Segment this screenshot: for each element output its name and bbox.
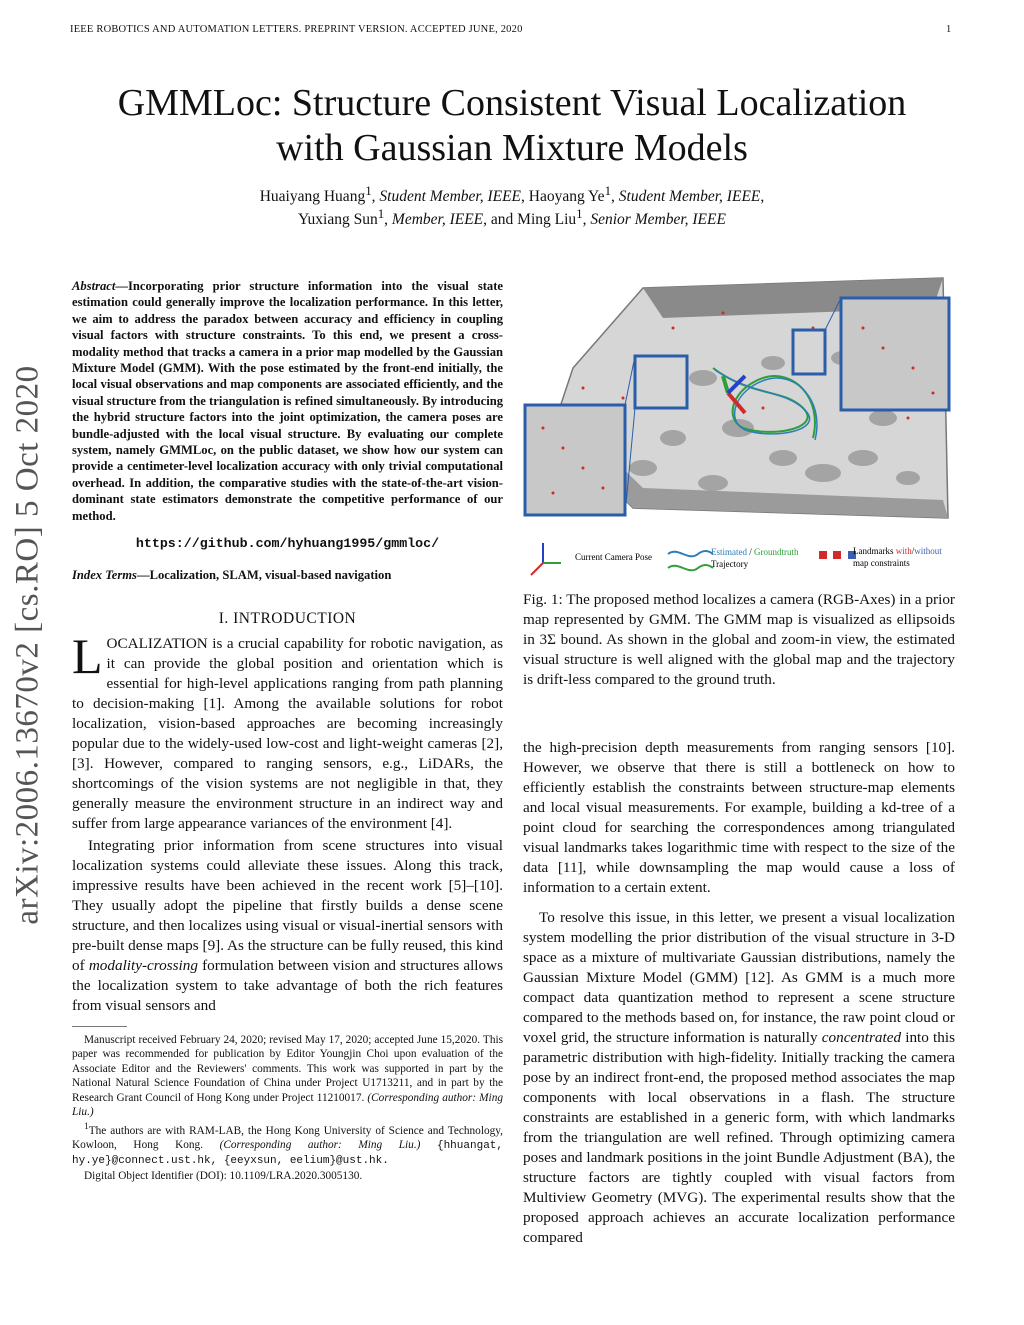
author-emails: {hhuangat, hy.ye}@connect.ust.hk, {eeyxsun, eelium}@ust.hk. [72, 1139, 503, 1168]
legend-estimated-line [668, 551, 713, 556]
legend-trajectory-word: Trajectory [711, 559, 749, 569]
arxiv-stamp-text: arXiv:2006.13670v2 [cs.RO] 5 Oct 2020 [9, 365, 46, 925]
code-url[interactable]: https://github.com/hyhuang1995/gmmloc/ [135, 536, 440, 552]
author-role: Student Member, IEEE [379, 188, 522, 206]
abstract-text: —Incorporating prior structure information into the visual state estimation could generally improve the localization performance. In this letter, we aim to address the paradox between accuracy and efficiency in coupling visual factors with structure constraints. To this end, we present a cross-modality method that tracks a camera in a prior map modelled by the Gaussian Mixture Model (GMM). With the pose estimated by the front-end initially, the local visual observations and map components are associated efficiently, and the visual structure from the triangulation is refined simultaneously. By introducing the hybrid structure factors into the joint optimization, the camera poses are bundle-adjusted with the local visual structure. By evaluating our complete system, namely GMMLoc, on the public dataset, we show how our system can provide a centimeter-level localization accuracy with only trivial computational overhead. In addition, the comparative studies with the state-of-the-art vision-dominant state estimators demonstrate the competitive performance of our method. [72, 279, 503, 523]
index-terms [72, 567, 503, 583]
legend-axis-x [531, 563, 543, 575]
legend-groundtruth-line [668, 565, 713, 570]
right-paragraph-1: the high-precision depth measurements from ranging sensors [10]. However, we observe that there is still a bottleneck on how to efficiently establish the constraints between structure-map elements and local visual measurements. For example, building a kd-tree of a point cloud for searching the correspondences among triangulated visual landmarks takes logarithmic time with respect to the size of the data [11], while downsampling the map would cause a loss of information to a certain extent. [523, 739, 955, 896]
running-header: IEEE ROBOTICS AND AUTOMATION LETTERS. PREPRINT VERSION. ACCEPTED JUNE, 2020 [70, 24, 523, 35]
affiliation-sup: 1 [365, 183, 372, 198]
legend-with-swatch [819, 551, 827, 559]
affiliation-sup: 1 [576, 206, 583, 221]
author-name: Haoyang Ye [528, 188, 605, 206]
footnote-doi: Digital Object Identifier (DOI): 10.1109/LRA.2020.3005130. [84, 1169, 363, 1182]
emphasis: modality-crossing [88, 956, 198, 974]
legend-landmarks-sub: map constraints [853, 558, 910, 568]
page-number: 1 [946, 24, 952, 35]
legend-with-swatch [833, 551, 841, 559]
affiliation-sup: 1 [604, 183, 612, 198]
author-role: Member, IEEE [391, 211, 484, 229]
index-terms-label: Index Terms [72, 568, 137, 583]
legend-landmarks-label: Landmarks with/without [853, 546, 942, 556]
emphasis: concentrated [821, 1029, 902, 1046]
index-terms-text: —Localization, SLAM, visual-based navigation [136, 568, 392, 583]
intro-paragraph-1 [72, 627, 503, 834]
legend-trajectory-label: Estimated / Groundtruth [711, 547, 799, 557]
section-heading: I. INTRODUCTION [218, 609, 357, 627]
dropcap: L [72, 627, 103, 684]
figure-1-graphic [523, 268, 955, 580]
intro-p1-text: OCALIZATION is a crucial capability for robotic navigation, as it can provide the global position and orientation which is essential for high-level applications ranging from path planning to decision-making [1]. Among the available solutions for robot localization, vision-based approaches are becoming increasingly popular due to the widely-used low-cost and light-weight cameras [2], [3]. However, compared to ranging sensors, e.g., LiDARs, the shortcomings of the vision systems are not negligible in that, they generally measure the environment structure in an indirect way and suffer from large appearance variances of the environment [4]. [72, 634, 503, 832]
footnote-manuscript: Manuscript received February 24, 2020; revised May 17, 2020; accepted June 15,2020. This paper was recommended for publication by Editor Youngjin Choi upon evaluation of the Associate Editor and the Reviewers' comments. This work was supported in part by the National Natural Science Foundation of China under Project U1713211, and in part by the Research Grant Council of Hong Kong under Project 11210017. (Corresponding author: Ming Liu.) [72, 1033, 503, 1118]
footnote-rule [72, 1026, 127, 1027]
figure-1 [523, 268, 955, 580]
author-name: Huaiyang Huang [259, 188, 366, 206]
author-name: Ming Liu [517, 211, 577, 229]
author-name: Yuxiang Sun [298, 211, 378, 229]
authors-line-1: Huaiyang Huang$^1$, Student Member, IEEE, Haoyang Ye$^1$, Student Member, IEEE, [259, 183, 765, 206]
paper-title-line-2: with Gaussian Mixture Models [276, 127, 748, 169]
and-word: and [490, 211, 514, 229]
arxiv-stamp [8, 360, 48, 930]
abstract [72, 278, 503, 524]
affiliation-sup: 1 [377, 206, 385, 221]
paper-title-line-1: GMMLoc: Structure Consistent Visual Localization [117, 82, 907, 124]
abstract-label: Abstract [72, 279, 116, 293]
right-paragraph-2: To resolve this issue, in this letter, we present a visual localization system modelling the prior distribution of the visual structure in 3-D space as a mixture of multivariate Gaussian distributions, namely the Gaussian Mixture Model (GMM) [12]. As GMM is a much more compact data quantization method to represent a scene structure compared to the methods based on, for instance, the raw point cloud or voxel grid, the structure information is naturally concentrated into this parametric distribution with high-fidelity. Initially tracking the camera pose by an indirect front-end, the proposed method associates the map components with local observations in a flash. The structure constraints are established in a generic form, with which landmarks from the triangulation are well refined. Through optimizing camera poses and landmark positions in the joint Bundle Adjustment (BA), the structure factors are tightly coupled with visual factors from Multiview Geometry (MVG). The experimental results show that the proposed approach achieves an accurate localization performance compared [523, 909, 955, 1246]
legend-current-pose: Current Camera Pose [575, 552, 652, 562]
figure-1-caption: Fig. 1: The proposed method localizes a camera (RGB-Axes) in a prior map represented by GMM. The GMM map is visualized as ellipsoids in 3Σ bound. As shown in the global and zoom-in view, the estimated visual structure is well aligned with the global map and the trajectory is drift-less compared to the ground truth. [523, 591, 955, 688]
author-role: Senior Member, IEEE [590, 211, 726, 229]
footnote-affiliation: $^1$The authors are with RAM-LAB, the Hong Kong University of Science and Technology, Kowloon, Hong Kong. (Corresponding author: Ming Liu.) {hhuangat, hy.ye}@connect.ust.hk, {eeyxsun, eelium}@ust.hk. [72, 1121, 503, 1168]
left-column [72, 278, 503, 1183]
right-column [523, 738, 955, 1248]
zoom-in-left [525, 405, 625, 515]
authors-line-2: Yuxiang Sun$^1$, Member, IEEE, and Ming Liu$^1$, Senior Member, IEEE [298, 206, 726, 229]
intro-paragraph-2: Integrating prior information from scene structures into visual localization systems could alleviate these issues. Along this track, impressive results have been achieved in the recent work [5]–[10]. They usually adopt the pipeline that firstly builds a dense scene structure, and then localizes using visual or visual-inertial sensors with pre-built dense maps [9]. As the structure can be fully reused, this kind of modality-crossing formulation between vision and structures allows the localization system to take advantage of both the rich features from visual sensors and [72, 836, 504, 1014]
author-role: Student Member, IEEE [618, 188, 761, 206]
